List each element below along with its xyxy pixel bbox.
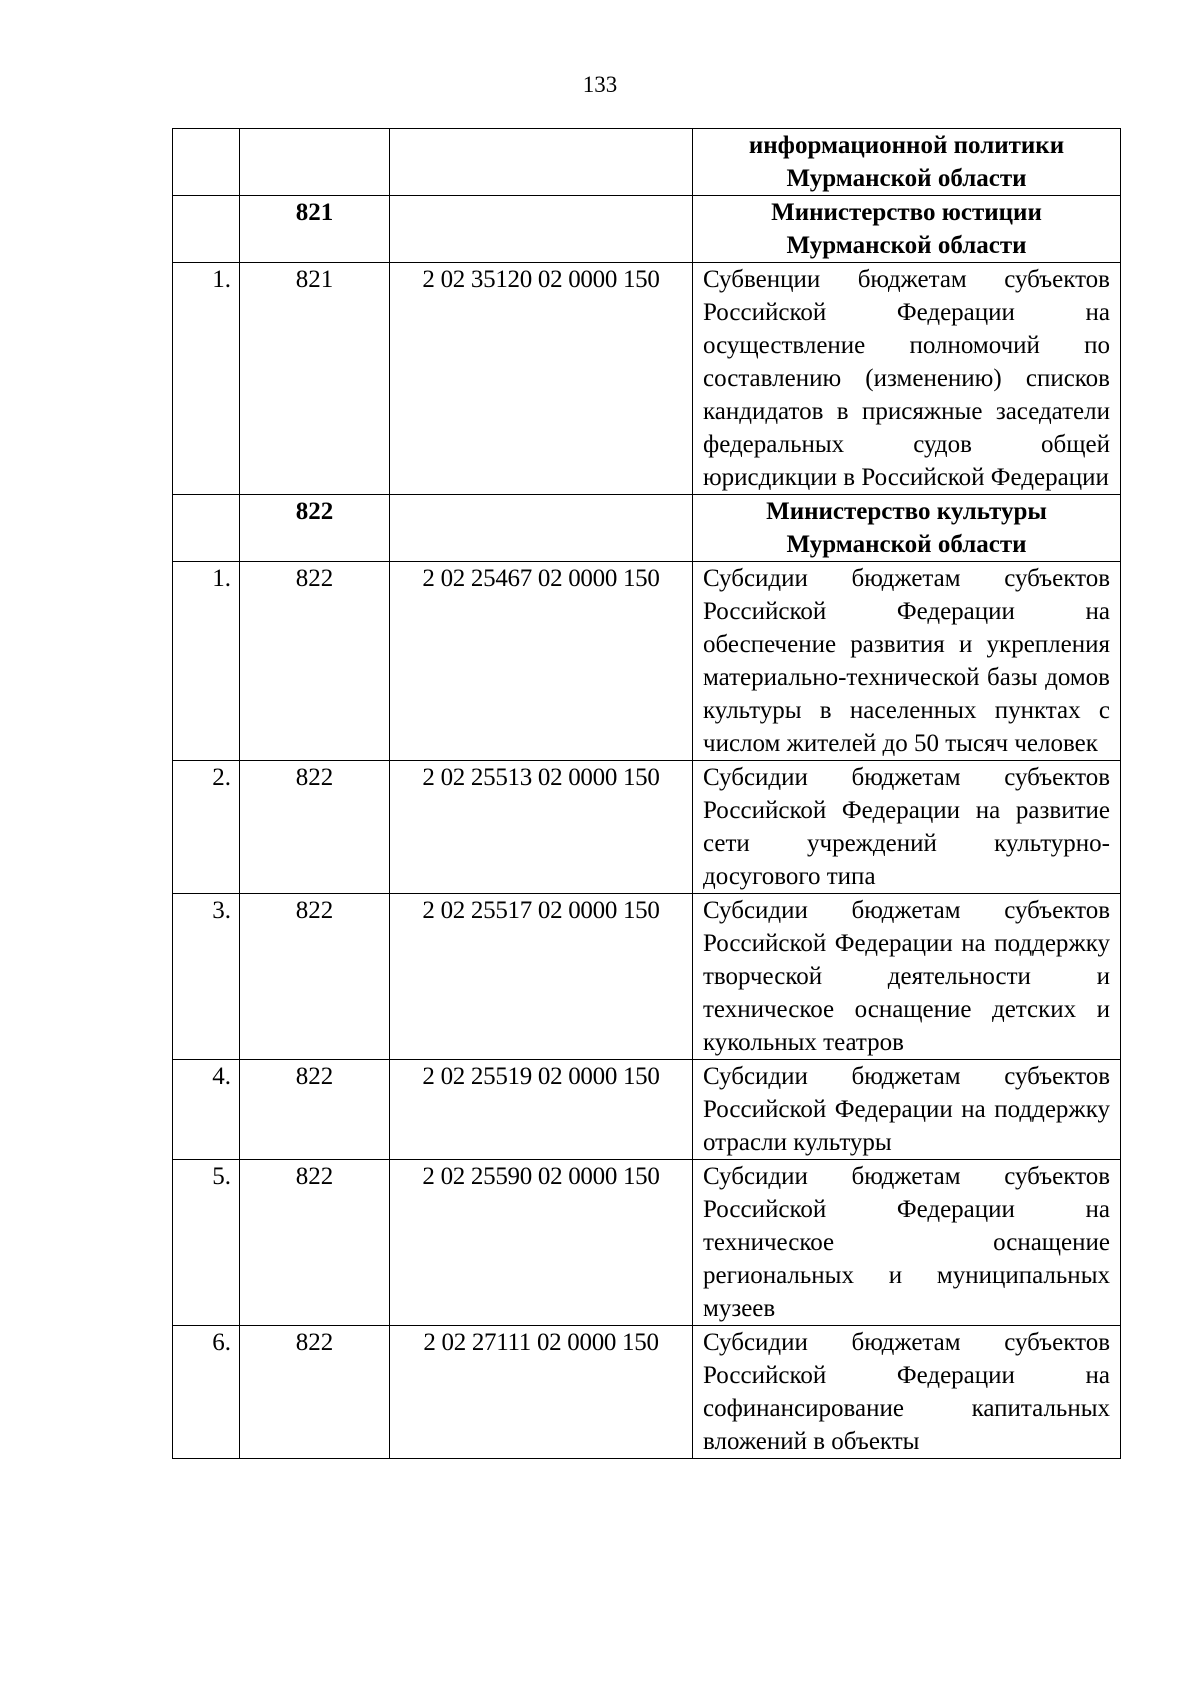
row-number-cell: [173, 495, 240, 562]
revenue-code-cell: 2 02 25513 02 0000 150: [390, 761, 693, 894]
row-number-cell: [173, 196, 240, 263]
row-number-cell: 1.: [173, 263, 240, 495]
row-number-cell: 3.: [173, 894, 240, 1060]
row-number-cell: 1.: [173, 562, 240, 761]
revenue-code-cell: [390, 196, 693, 263]
revenue-name-cell: Министерство юстиции Мурманской области: [693, 196, 1121, 263]
row-number-cell: 6.: [173, 1326, 240, 1459]
administrator-code-cell: 822: [240, 1326, 390, 1459]
table-row: [173, 1326, 1121, 1459]
revenue-name-cell: Субсидии бюджетам субъектов Российской Федерации на техническое оснащение региональных и муниципальных музеев: [693, 1160, 1121, 1326]
administrator-code-cell: [240, 129, 390, 196]
revenue-name-cell: Субвенции бюджетам субъектов Российской Федерации на осуществление полномочий по составлению (изменению) списков кандидатов в присяжные заседатели федеральных судов общей юрисдикции в Российской Федерации: [693, 263, 1121, 495]
administrator-code-cell: 822: [240, 894, 390, 1060]
revenue-name-cell: Субсидии бюджетам субъектов Российской Федерации на софинансирование капитальных вложений в объекты: [693, 1326, 1121, 1459]
table-row: [173, 894, 1121, 1060]
row-number-cell: 2.: [173, 761, 240, 894]
administrator-code-cell: 822: [240, 761, 390, 894]
administrator-code-cell: 821: [240, 263, 390, 495]
page-number: 133: [582, 72, 618, 97]
revenue-code-cell: [390, 495, 693, 562]
administrator-code-cell: 822: [240, 1060, 390, 1160]
revenue-name-cell: Министерство культуры Мурманской области: [693, 495, 1121, 562]
row-number-cell: [173, 129, 240, 196]
revenue-code-cell: 2 02 25519 02 0000 150: [390, 1060, 693, 1160]
revenue-name-cell: информационной политики Мурманской области: [693, 129, 1121, 196]
revenue-code-cell: 2 02 27111 02 0000 150: [390, 1326, 693, 1459]
administrator-code-cell: 821: [240, 196, 390, 263]
revenue-code-cell: 2 02 35120 02 0000 150: [390, 263, 693, 495]
row-number-cell: 5.: [173, 1160, 240, 1326]
revenue-name-cell: Субсидии бюджетам субъектов Российской Федерации на поддержку творческой деятельности и техническое оснащение детских и кукольных театров: [693, 894, 1121, 1060]
administrator-code-cell: 822: [240, 495, 390, 562]
table-row-section-header: [173, 495, 1121, 562]
revenue-code-cell: 2 02 25517 02 0000 150: [390, 894, 693, 1060]
table-row-section-header: [173, 196, 1121, 263]
revenue-name-cell: Субсидии бюджетам субъектов Российской Федерации на обеспечение развития и укрепления материально-технической базы домов культуры в населенных пунктах с числом жителей до 50 тысяч человек: [693, 562, 1121, 761]
table-row: [173, 1160, 1121, 1326]
administrator-code-cell: 822: [240, 562, 390, 761]
row-number-cell: 4.: [173, 1060, 240, 1160]
revenue-code-cell: 2 02 25467 02 0000 150: [390, 562, 693, 761]
revenue-name-cell: Субсидии бюджетам субъектов Российской Федерации на развитие сети учреждений культурно-досугового типа: [693, 761, 1121, 894]
table-row: [173, 562, 1121, 761]
revenue-name-cell: Субсидии бюджетам субъектов Российской Федерации на поддержку отрасли культуры: [693, 1060, 1121, 1160]
revenue-code-cell: 2 02 25590 02 0000 150: [390, 1160, 693, 1326]
budget-revenue-table: [172, 128, 1121, 1459]
revenue-code-cell: [390, 129, 693, 196]
table-row-section-header: [173, 129, 1121, 196]
table-row: [173, 263, 1121, 495]
administrator-code-cell: 822: [240, 1160, 390, 1326]
table-row: [173, 761, 1121, 894]
table-row: [173, 1060, 1121, 1160]
